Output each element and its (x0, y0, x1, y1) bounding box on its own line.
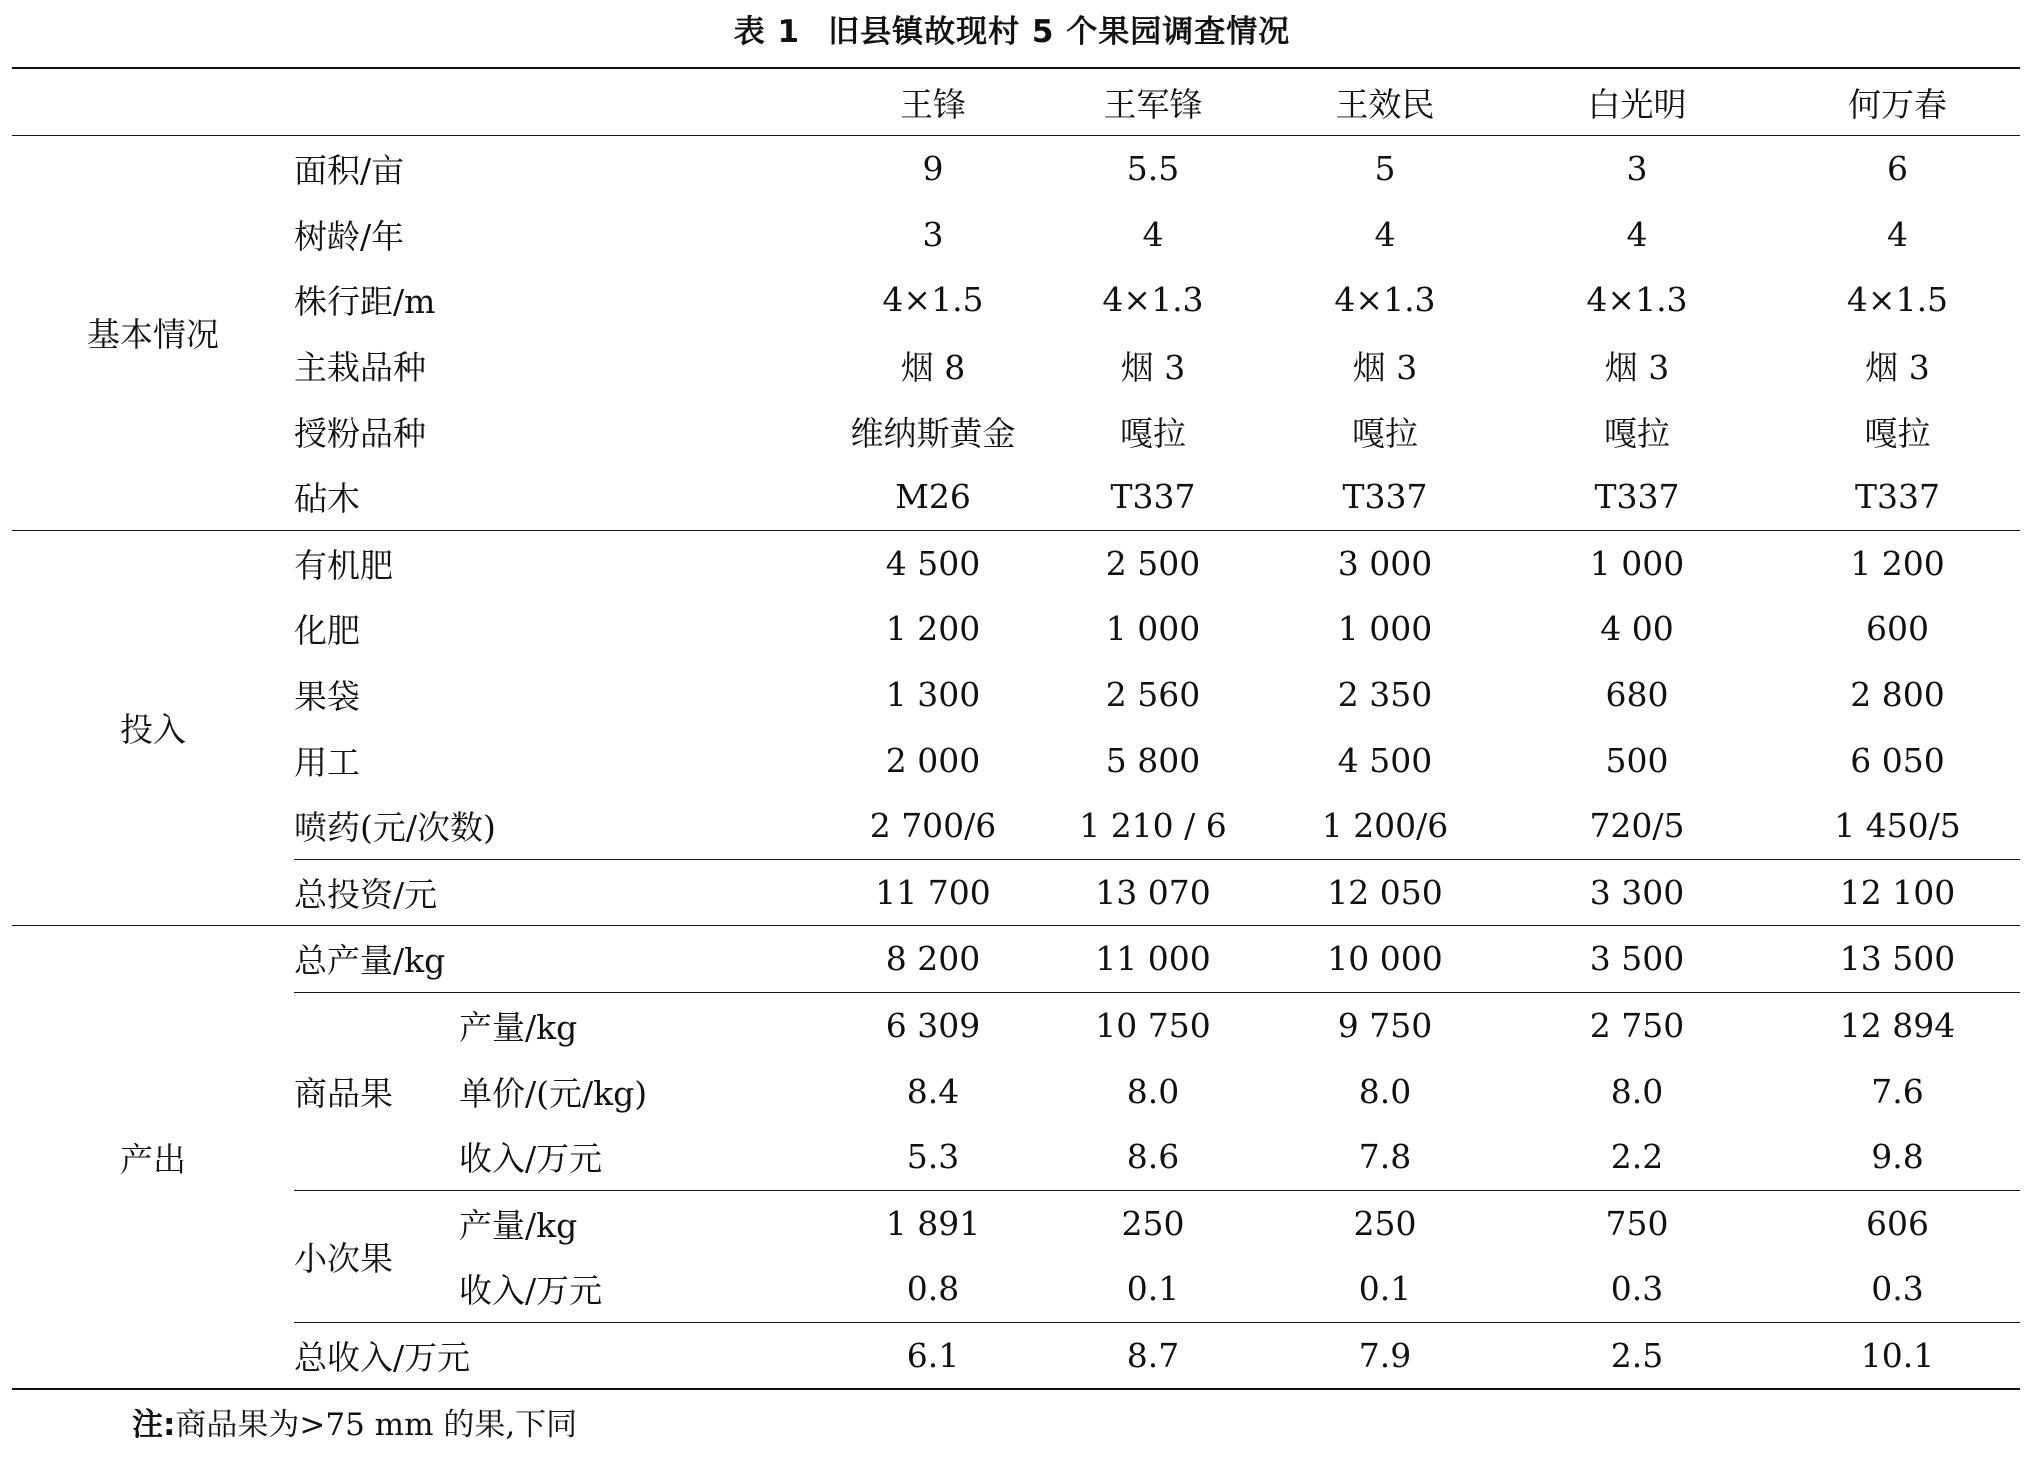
header-row (12, 68, 2020, 136)
table-row (12, 859, 2020, 926)
cell: 烟 3 (1352, 348, 1418, 388)
cell: 1 200 (1850, 543, 1945, 583)
row-label: 树龄/年 (294, 216, 405, 256)
row-label: 收入/万元 (459, 1271, 603, 1311)
cell: 嘎拉 (1604, 413, 1670, 453)
table-row (12, 267, 2020, 333)
row-label: 果袋 (294, 677, 360, 717)
cell: 1 000 (1105, 609, 1201, 649)
cell: 2 750 (1499, 992, 1775, 1058)
note-text: 商品果为>75 mm 的果,下同 (175, 1407, 578, 1443)
row-label: 砧木 (294, 479, 360, 519)
cell: M26 (895, 477, 971, 517)
cell: 5.5 (1126, 149, 1180, 189)
column-header: 王效民 (1335, 84, 1435, 124)
table-row (12, 398, 2020, 464)
section-label-output: 产出 (120, 1139, 186, 1179)
cell: 7.9 (1271, 1322, 1499, 1389)
cell: 2.5 (1499, 1322, 1775, 1389)
cell: 2 350 (1337, 675, 1433, 715)
cell: 600 (1866, 609, 1929, 649)
table-row (12, 662, 2020, 728)
table-row (12, 333, 2020, 399)
cell: 4×1.5 (882, 280, 984, 320)
cell: 500 (1605, 740, 1669, 780)
cell: 8.6 (1126, 1137, 1180, 1177)
cell: 250 (1035, 1190, 1271, 1256)
cell: 0.3 (1871, 1269, 1924, 1309)
cell: 9.8 (1871, 1137, 1924, 1177)
cell: 10 000 (1327, 939, 1443, 979)
group-label-small: 小次果 (294, 1190, 459, 1322)
cell: 606 (1775, 1190, 2020, 1256)
table-note (132, 1399, 577, 1444)
cell: 10.1 (1775, 1322, 2020, 1389)
cell: 5 (1374, 149, 1396, 189)
table-row (12, 596, 2020, 662)
cell: 烟 8 (900, 348, 966, 388)
note-prefix: 注: (132, 1407, 176, 1443)
row-label: 总投资/元 (294, 859, 831, 926)
cell: 13 070 (1035, 859, 1271, 926)
survey-table (12, 67, 2020, 1390)
cell: 1 000 (1589, 543, 1685, 583)
cell: 2 800 (1850, 675, 1945, 715)
cell: 2 560 (1105, 675, 1201, 715)
cell: 9 (922, 149, 944, 189)
row-label: 总收入/万元 (294, 1322, 831, 1389)
cell: 7.6 (1871, 1071, 1924, 1111)
table-row (12, 1190, 2020, 1256)
cell: 6 (1887, 149, 1908, 189)
table-row (12, 464, 2020, 530)
cell: 4×1.3 (1334, 280, 1436, 320)
row-label: 产量/kg (459, 1190, 831, 1256)
column-header: 白光明 (1587, 84, 1687, 124)
row-label: 主栽品种 (294, 348, 426, 388)
cell: 1 200/6 (1321, 806, 1449, 846)
group-label-commercial: 商品果 (294, 992, 459, 1190)
cell: 6 309 (831, 992, 1035, 1058)
row-label: 面积/亩 (294, 151, 405, 191)
row-label: 总产量/kg (294, 941, 446, 981)
cell: 6.1 (831, 1322, 1035, 1389)
cell: 维纳斯黄金 (850, 413, 1016, 453)
cell: 5.3 (906, 1137, 960, 1177)
row-label: 化肥 (294, 611, 360, 651)
section-label-basic: 基本情况 (87, 315, 219, 355)
cell: T337 (1594, 477, 1680, 517)
table-row (12, 992, 2020, 1058)
table-row (12, 202, 2020, 268)
cell: 10 750 (1035, 992, 1271, 1058)
cell: 1 000 (1337, 609, 1433, 649)
cell: 9 750 (1271, 992, 1499, 1058)
cell: T337 (1110, 477, 1196, 517)
cell: 2.2 (1610, 1137, 1664, 1177)
cell: 烟 3 (1865, 348, 1930, 388)
cell: 0.8 (906, 1269, 960, 1309)
cell: 2 500 (1105, 543, 1201, 583)
cell: 13 500 (1839, 939, 1956, 979)
cell: 4 (1626, 214, 1648, 254)
cell: T337 (1342, 477, 1428, 517)
cell: 11 700 (831, 859, 1035, 926)
cell: 3 000 (1337, 543, 1433, 583)
row-label: 授粉品种 (294, 413, 426, 453)
row-label: 株行距/m (294, 282, 436, 322)
cell: 0.1 (1358, 1269, 1412, 1309)
row-label: 有机肥 (294, 545, 393, 585)
cell: 4×1.3 (1102, 280, 1204, 320)
cell: 4 (1887, 214, 1908, 254)
table-row (12, 530, 2020, 596)
row-label: 产量/kg (459, 992, 831, 1058)
row-label: 用工 (294, 742, 360, 782)
cell: 8.0 (1126, 1071, 1180, 1111)
cell: 5 800 (1105, 740, 1201, 780)
cell: 2 000 (885, 740, 981, 780)
cell: 680 (1605, 675, 1669, 715)
table-row (12, 136, 2020, 202)
cell: 4×1.3 (1586, 280, 1688, 320)
cell: 4 500 (885, 543, 981, 583)
cell: 1 300 (885, 675, 981, 715)
cell: 7.8 (1358, 1137, 1412, 1177)
table-row (12, 926, 2020, 993)
cell: 4×1.5 (1846, 280, 1949, 320)
section-label-input: 投入 (120, 710, 186, 750)
cell: 250 (1271, 1190, 1499, 1256)
cell: 750 (1499, 1190, 1775, 1256)
column-header: 王锋 (900, 84, 966, 124)
column-header: 何万春 (1848, 84, 1947, 124)
cell: 4 (1142, 214, 1164, 254)
cell: 0.3 (1610, 1269, 1664, 1309)
column-header: 王军锋 (1103, 84, 1203, 124)
cell: 烟 3 (1120, 348, 1186, 388)
row-label: 喷药(元/次数) (294, 808, 496, 848)
cell: 2 700/6 (869, 806, 997, 846)
cell: 1 891 (831, 1190, 1035, 1256)
cell: 1 450/5 (1834, 806, 1961, 846)
cell: 4 00 (1600, 609, 1674, 649)
cell: 12 050 (1271, 859, 1499, 926)
cell: 1 210 / 6 (1079, 806, 1227, 846)
table-row (12, 1322, 2020, 1389)
cell: 8.0 (1610, 1071, 1664, 1111)
cell: 8 200 (885, 939, 981, 979)
cell: 0.1 (1126, 1269, 1180, 1309)
cell: T337 (1855, 477, 1940, 517)
table-row (12, 793, 2020, 859)
table-caption: 旧县镇故现村 5 个果园调查情况 (828, 14, 1291, 50)
cell: 6 050 (1850, 740, 1945, 780)
cell: 嘎拉 (1120, 413, 1186, 453)
table-row (12, 727, 2020, 793)
row-label: 单价/(元/kg) (459, 1073, 648, 1113)
table-title (0, 6, 2024, 51)
cell: 12 894 (1775, 992, 2020, 1058)
cell: 11 000 (1095, 939, 1211, 979)
table-number: 表 1 (733, 14, 801, 50)
cell: 8.0 (1358, 1071, 1412, 1111)
cell: 720/5 (1589, 806, 1685, 846)
cell: 3 500 (1589, 939, 1685, 979)
cell: 3 (1626, 149, 1648, 189)
cell: 4 500 (1337, 740, 1433, 780)
row-label: 收入/万元 (459, 1139, 603, 1179)
cell: 嘎拉 (1864, 413, 1931, 453)
cell: 12 100 (1775, 859, 2020, 926)
cell: 8.4 (906, 1071, 960, 1111)
cell: 8.7 (1035, 1322, 1271, 1389)
cell: 嘎拉 (1352, 413, 1418, 453)
cell: 烟 3 (1604, 348, 1670, 388)
cell: 3 (922, 214, 944, 254)
cell: 1 200 (885, 609, 981, 649)
cell: 3 300 (1499, 859, 1775, 926)
cell: 4 (1374, 214, 1396, 254)
